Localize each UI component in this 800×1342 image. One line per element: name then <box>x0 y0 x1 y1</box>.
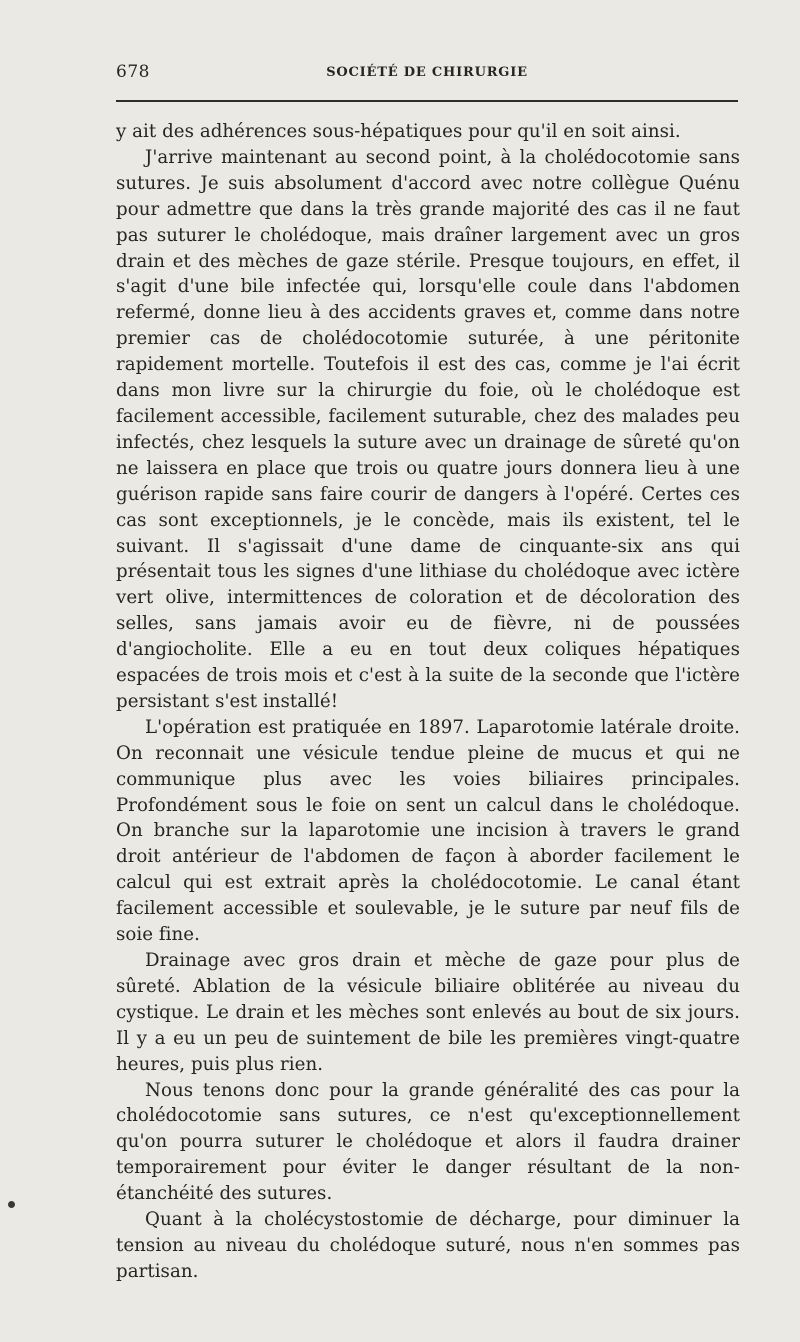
margin-ink-dot <box>8 1201 15 1208</box>
paragraph-drainage: Drainage avec gros drain et mèche de gaze pour plus de sûreté. Ablation de la vésicule biliaire oblitérée au niveau du cystique. Le drain et les mèches sont enlevés au bout de six jours. Il y a eu un peu de suintement de bile les premières vingt-quatre heures, puis plus rien. <box>116 950 740 1075</box>
paragraph-continuation: y ait des adhérences sous-hépatiques pour qu'il en soit ainsi. <box>116 121 681 142</box>
journal-title: SOCIÉTÉ DE CHIRURGIE <box>326 65 528 80</box>
paragraph-choledocotomy: J'arrive maintenant au second point, à la cholédocotomie sans sutures. Je suis absolument d'accord avec notre collègue Quénu pour admettre que dans la très grande majorité des cas il ne faut pas suturer le cholédoque, mais draîner largement avec un gros drain et des mèches de gaze stérile. Presque toujours, en effet, il s'agit d'une bile infectée qui, lorsqu'elle coule dans l'abdomen refermé, donne lieu à des accidents graves et, comme dans notre premier cas de cholédocotomie suturée, à une péritonite rapidement mortelle. Toutefois il est des cas, comme je l'ai écrit dans mon livre sur la chirurgie du foie, où le cholédoque est facilement accessible, facilement suturable, chez des malades peu infectés, chez lesquels la suture avec un drainage de sûreté qu'on ne laissera en place que trois ou quatre jours donnera lieu à une guérison rapide sans faire courir de dangers à l'opéré. Certes ces cas sont exceptionnels, je le concède, mais ils existent, tel le suivant. Il s'agissait d'une dame de cinquante-six ans qui présentait tous les signes d'une lithiase du cholédoque avec ictère vert olive, intermittences de coloration et de décoloration des selles, sans jamais avoir eu de fièvre, ni de poussées d'angiocholite. Elle a eu en tout deux coliques hépatiques espacées de trois mois et c'est à la suite de la seconde que l'ictère persistant s'est installé! <box>116 146 740 712</box>
paragraph-cholecystostomy: Quant à la cholécystostomie de décharge, pour diminuer la tension au niveau du cholédoque suturé, nous n'en sommes pas partisan. <box>116 1209 740 1282</box>
body-text <box>116 119 740 1285</box>
header-rule <box>116 100 738 102</box>
paragraph-operation: L'opération est pratiquée en 1897. Laparotomie latérale droite. On reconnait une vésicule tendue pleine de mucus et qui ne communique plus avec les voies biliaires principales. Profondément sous le foie on sent un calcul dans le cholédoque. On branche sur la laparotomie une incision à travers le grand droit antérieur de l'abdomen de façon à aborder facilement le calcul qui est extrait après la cholédocotomie. Le canal étant facilement accessible et soulevable, je le suture par neuf fils de soie fine. <box>116 716 740 946</box>
running-head <box>116 62 738 88</box>
paragraph-conclusion: Nous tenons donc pour la grande généralité des cas pour la cholédocotomie sans sutures, ce n'est qu'exceptionnellement qu'on pourra suturer le cholédoque et alors il faudra drainer temporairement pour éviter le danger résultant de la non-étanchéité des sutures. <box>116 1079 740 1205</box>
page-number: 678 <box>116 62 150 82</box>
